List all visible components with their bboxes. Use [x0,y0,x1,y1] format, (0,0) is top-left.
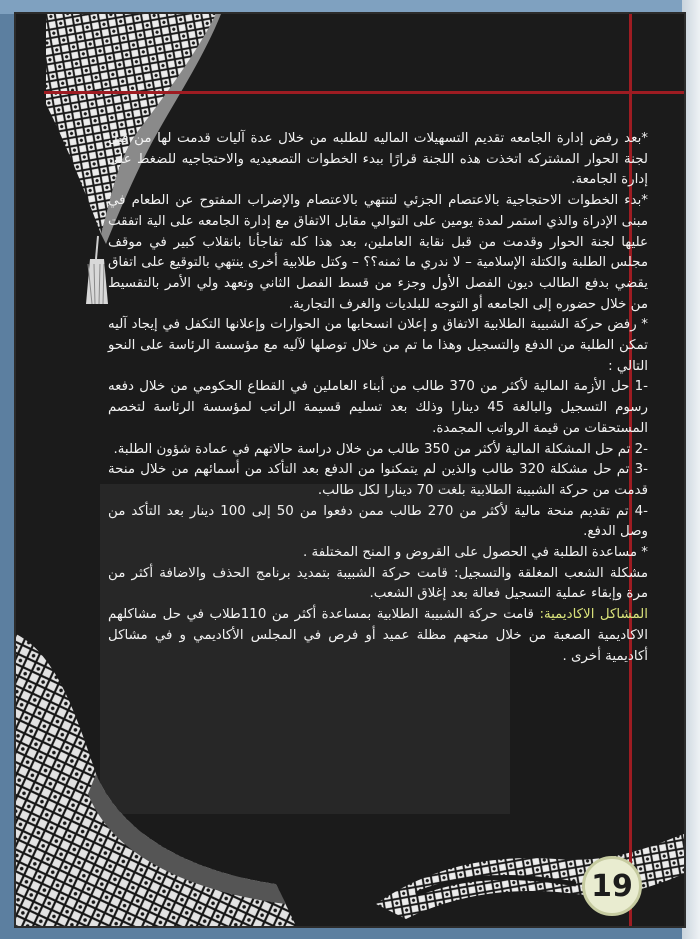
paragraph: -4 تم تقديم منحة مالية لأكثر من 270 طالب ممن دفعوا من 50 إلى 100 دينار بعد التأكد من وصل الدفع. [108,503,648,540]
paragraph: -1 حل الأزمة المالية لأكثر من 370 طالب من أبناء العاملين في القطاع الحكومي من خلال دفعه رسوم التسجيل والبالغة 45 دينارا وذلك بعد تسليم قسيمة الراتب لمؤسسة الرئاسة لتخصم المستحقات من قيمة الرواتب المجمدة. [108,379,648,436]
page-number-badge: 19 [582,856,642,916]
paragraph: مشكلة الشعب المغلقة والتسجيل: قامت حركة الشبيبة بتمديد برنامج الحذف والاضافة أكثر من مرة وإبقاء عملية التسجيل فعالة بعد إغلاق الشعب. [108,565,648,602]
academic-text: قامت حركة الشبيبة الطلابية بمساعدة أكثر من 110طلاب في حل مشاكلهم الاكاديمية الصعبة من خلال منحهم مظلة عميد أو فرص في المجلس الأكاديمي و في مشاكل أكاديمية أخرى . [108,607,648,664]
article-body [108,129,648,667]
paragraph: * رفض حركة الشبيبة الطلابية الاتفاق و إعلان انسحابها من الحوارات وإعلانها التكفل في إيجاد آليه تمكن الطلبة من الدفع والتسجيل وهذا ما تم من خلال توصلها لآليه مع مؤسسة الرئاسة على النحو التالي : [108,317,648,374]
paragraph: -3 تم حل مشكلة 320 طالب والذين لم يتمكنوا من الدفع بعد التأكد من أسمائهم من خلال منحة قدمت من حركة الشبيبة الطلابية بلغت 70 دينارا لكل طالب. [108,462,648,498]
academic-label: المشاكل الاكاديمية: [539,607,648,623]
paragraph: *بعد رفض إدارة الجامعه تقديم التسهيلات الماليه للطلبه من خلال عدة آليات قدمت لها من قبل لجنة الحوار المشتركه اتخذت هذه اللجنة قرارًا ببدء الخطوات التصعيديه والاحتجاجيه للضغط على إدارة الجامعة. [108,131,648,188]
binder-top-edge [0,0,700,14]
paragraph: *بدء الخطوات الاحتجاجية بالاعتصام الجزئي لتنتهي بالاعتصام والإضراب المفتوح عن الطعام في مبنى الإدراة والذي استمر لمدة يومين على التوالي مقابل الاتفاق مع إدارة الجامعه على الية اتفقت عليها لجنة الحوار وقدمت من قبل نقابة العاملين، بعد هذا كله تفاجأنا بانقلاب كبير في موقف مجلس الطلبة والكتلة الإسلامية – لا ندري ما ثمنه؟؟ – وكتل طلابية أخرى ينتهي بالتوقيع على اتفاق يقضي بدفع الطالب ديون الفصل الأول وجزء من قسط الفصل الثاني وتعهد ولي الأمر بالتقسيط من خلال حضوره إلى الجامعه أو التوجه للبلديات والغرف التجارية. [108,193,648,312]
paragraph: * مساعدة الطلبة في الحصول على القروض و المنح المختلفة . [303,545,648,561]
paragraph: -2 تم حل المشكلة المالية لأكثر من 350 طالب من خلال دراسة حالاتهم في عمادة شؤون الطلبة. [113,441,648,457]
paragraph-academic [108,605,648,667]
document-page [16,14,684,926]
binder-right-edge [682,0,700,939]
red-rule-horizontal [44,91,684,94]
